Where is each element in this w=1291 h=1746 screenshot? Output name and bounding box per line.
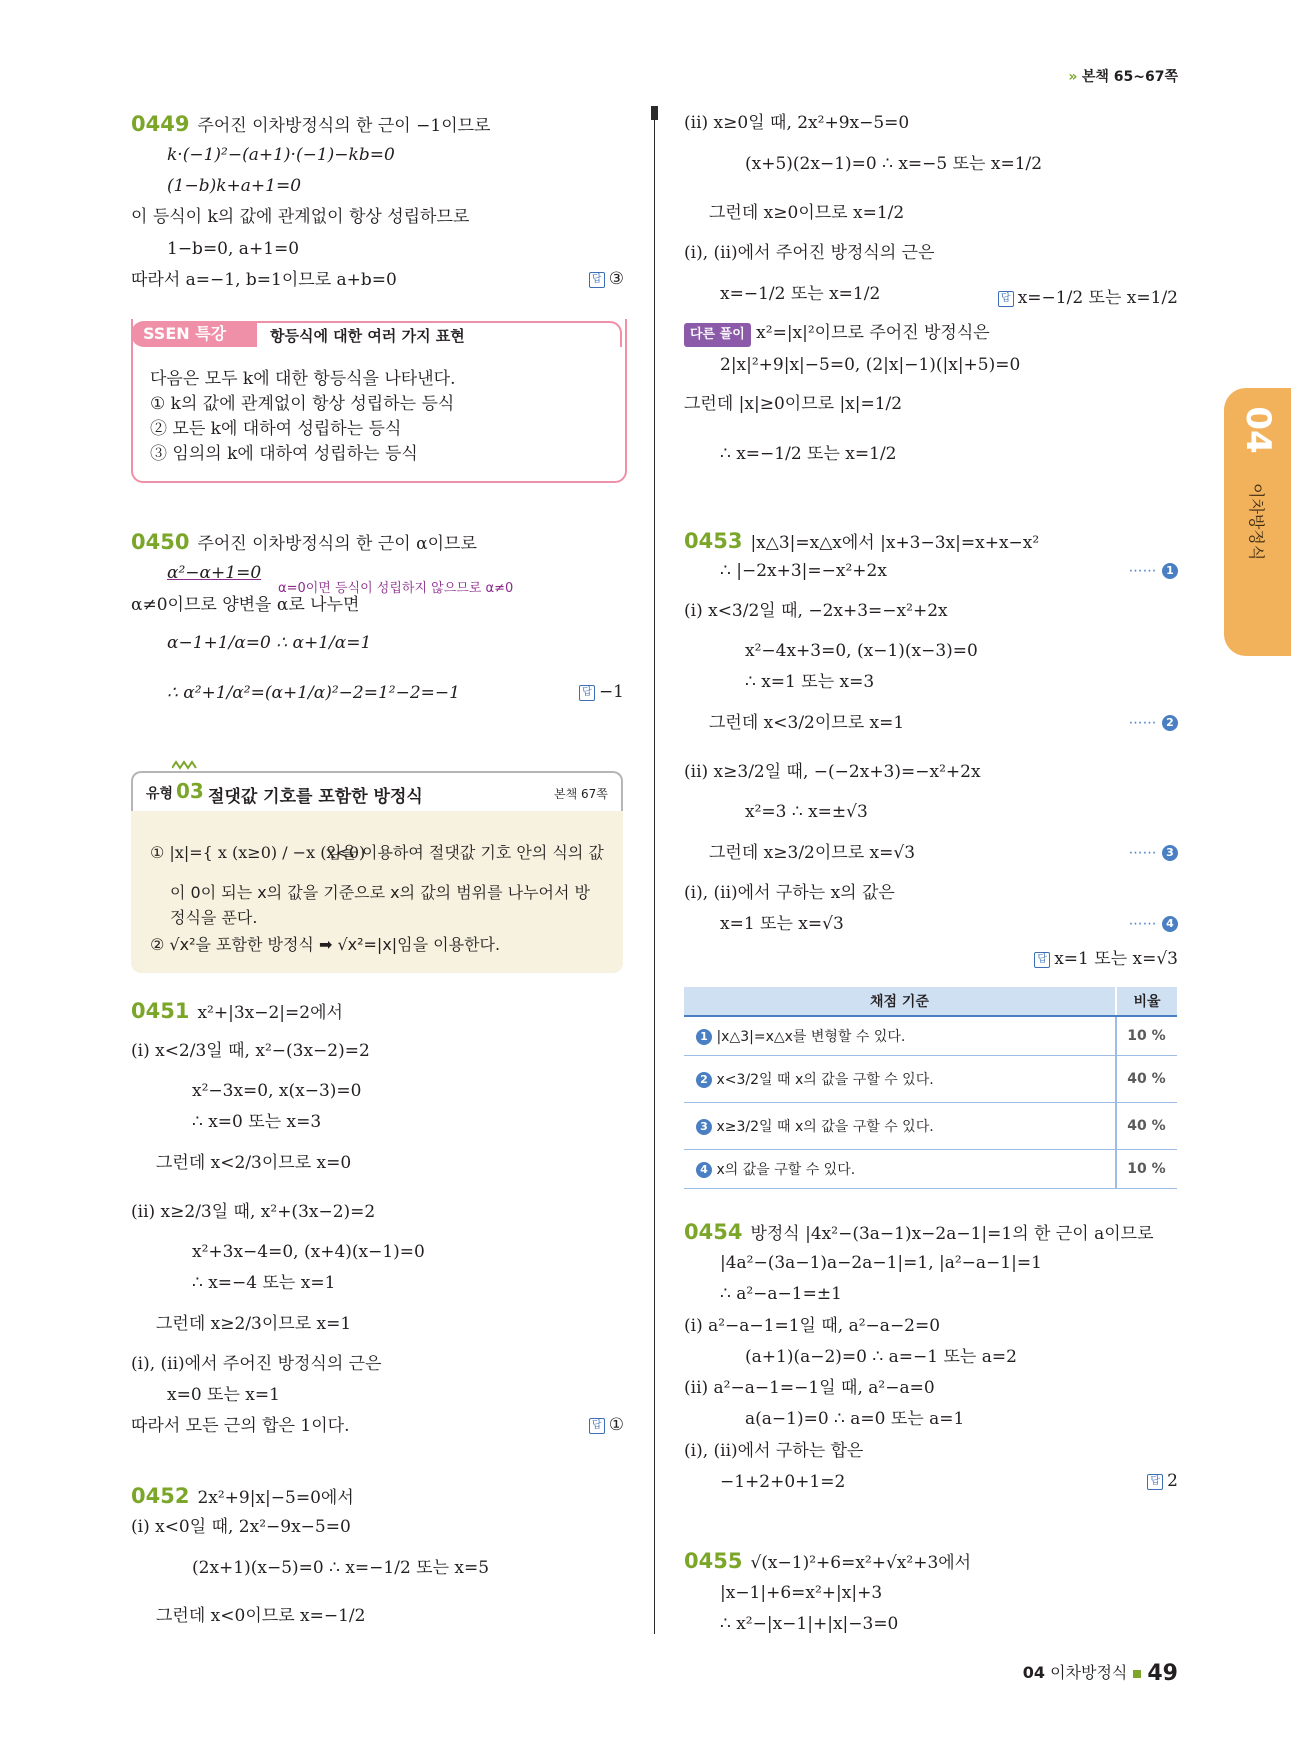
p0451-line10: x=0 또는 x=1: [167, 1385, 280, 1405]
p0453-mark-4: ⋯⋯ 4: [1129, 913, 1178, 933]
problem-number: 0451: [131, 999, 190, 1023]
problem-0451-title: 0451 x²+|3x−2|=2에서: [131, 999, 343, 1023]
p0454-line1: |4a²−(3a−1)a−2a−1|=1, |a²−a−1|=1: [720, 1253, 1042, 1273]
problem-number: 0455: [684, 1549, 743, 1573]
answer-icon: 답: [1034, 952, 1050, 968]
table-header-row: [684, 987, 1177, 1016]
p0455-line2: ∴ x²−|x−1|+|x|−3=0: [720, 1614, 899, 1634]
p0453-line6: (ii) x≥3/2일 때, −(−2x+3)=−x²+2x: [684, 762, 981, 782]
p0453-line8: 그런데 x≥3/2이므로 x=√3: [709, 843, 916, 863]
footer-square-icon: [1133, 1670, 1141, 1678]
column-divider: [654, 106, 655, 1634]
zigzag-decoration-icon: [172, 760, 198, 770]
p0454-line5: (ii) a²−a−1=−1일 때, a²−a=0: [684, 1378, 935, 1398]
p0451-line9: (i), (ii)에서 주어진 방정식의 근은: [131, 1354, 382, 1374]
table-row: 4 x의 값을 구할 수 있다. 10 %: [684, 1150, 1177, 1189]
p0453-line10: x=1 또는 x=√3: [720, 914, 844, 934]
chapter-tab-number: 04: [1238, 406, 1278, 454]
p0455-line1: |x−1|+6=x²+|x|+3: [720, 1583, 883, 1603]
table-row: 3 x≥3/2일 때 x의 값을 구할 수 있다. 40 %: [684, 1103, 1177, 1150]
table-header-criteria: 채점 기준: [684, 987, 1116, 1016]
p0452-alt-line2: 2|x|²+9|x|−5=0, (2|x|−1)(|x|+5)=0: [720, 355, 1021, 375]
type03-number: 03: [176, 779, 204, 803]
problem-number: 0450: [131, 530, 190, 554]
p0453-mark-1: ⋯⋯ 1: [1129, 560, 1178, 580]
table-header-ratio: 비율: [1116, 987, 1177, 1016]
p0454-line4: (a+1)(a−2)=0 ∴ a=−1 또는 a=2: [745, 1347, 1017, 1367]
p0454-line6: a(a−1)=0 ∴ a=0 또는 a=1: [745, 1409, 965, 1429]
ssen-line3: ② 모든 k에 대하여 성립하는 등식: [150, 419, 402, 439]
p0453-line1: ∴ |−2x+3|=−x²+2x: [720, 561, 887, 581]
problem-0455-title: 0455 √(x−1)²+6=x²+√x²+3에서: [684, 1549, 972, 1573]
p0454-line8: −1+2+0+1=2: [720, 1472, 846, 1492]
p0451-line3: ∴ x=0 또는 x=3: [192, 1112, 322, 1132]
scoring-table: [684, 987, 1177, 1189]
p0452-line3: 그런데 x<0이므로 x=−1/2: [156, 1606, 366, 1626]
problem-number: 0452: [131, 1484, 190, 1508]
problem-0453-title: 0453 |x△3|=x△x에서 |x+3−3x|=x+x−x²: [684, 529, 1040, 553]
p0453-line9: (i), (ii)에서 구하는 x의 값은: [684, 883, 895, 903]
problem-0452-title: 0452 2x²+9|x|−5=0에서: [131, 1484, 354, 1508]
alt-solution-tag: 다른 풀이: [684, 323, 751, 347]
type03-tag: 유형: [146, 786, 174, 802]
type03-line1-formula: ① |x|={ x (x≥0) / −x (x<0): [150, 843, 366, 862]
p0451-line8: 그런데 x≥2/3이므로 x=1: [156, 1314, 352, 1334]
p0453-mark-2: ⋯⋯ 2: [1129, 712, 1178, 732]
p0450-line3: α−1+1/α=0 ∴ α+1/α=1: [167, 633, 372, 653]
page-reference-text: 본책 65~67쪽: [1081, 69, 1178, 85]
p0452-right4: (i), (ii)에서 주어진 방정식의 근은: [684, 243, 935, 263]
type03-title: 절댓값 기호를 포함한 방정식: [208, 787, 423, 807]
p0449-line4: 1−b=0, a+1=0: [167, 239, 300, 259]
problem-0454-title: 0454 방정식 |4x²−(3a−1)x−2a−1|=1의 한 근이 a이므로: [684, 1220, 1154, 1244]
ssen-line4: ③ 임의의 k에 대하여 성립하는 등식: [150, 444, 418, 464]
p0454-line2: ∴ a²−a−1=±1: [720, 1284, 842, 1304]
p0450-line4: ∴ α²+1/α²=(α+1/α)²−2=1²−2=−1: [167, 683, 460, 703]
p0450-answer: 답 −1: [579, 682, 624, 702]
table-row: 1 |x△3|=x△x를 변형할 수 있다. 10 %: [684, 1016, 1177, 1056]
page-footer: 04 이차방정식 49: [1022, 1661, 1178, 1686]
p0452-alt-line3: 그런데 |x|≥0이므로 |x|=1/2: [684, 394, 903, 414]
answer-icon: 답: [589, 1418, 605, 1434]
ssen-line1: 다음은 모두 k에 대한 항등식을 나타낸다.: [150, 369, 456, 389]
p0451-line1: (i) x<2/3일 때, x²−(3x−2)=2: [131, 1041, 370, 1061]
p0452-alt-line4: ∴ x=−1/2 또는 x=1/2: [720, 444, 897, 464]
problem-number: 0449: [131, 112, 190, 136]
p0449-line2: (1−b)k+a+1=0: [167, 176, 302, 196]
problem-number: 0453: [684, 529, 743, 553]
p0453-answer: 답 x=1 또는 x=√3: [1034, 944, 1178, 969]
type03-ref: 본책 67쪽: [554, 787, 608, 801]
p0453-line7: x²=3 ∴ x=±√3: [745, 802, 868, 822]
p0451-line7: ∴ x=−4 또는 x=1: [192, 1273, 336, 1293]
p0454-answer: 답 2: [1147, 1471, 1178, 1491]
p0449-line1: k·(−1)²−(a+1)·(−1)−kb=0: [167, 145, 395, 165]
p0452-alt-line1: 다른 풀이 x²=|x|²이므로 주어진 방정식은: [684, 322, 990, 347]
p0451-line11: 따라서 모든 근의 합은 1이다.: [131, 1416, 350, 1436]
answer-icon: 답: [579, 685, 595, 701]
p0452-right3: 그런데 x≥0이므로 x=1/2: [709, 203, 905, 223]
ssen-tag: SSEN 특강: [131, 321, 257, 347]
page-number: 49: [1147, 1661, 1178, 1686]
p0453-line5: 그런데 x<3/2이므로 x=1: [709, 713, 905, 733]
p0449-answer: 답 ③: [589, 269, 624, 289]
type03-line2: 이 0이 되는 x의 값을 기준으로 x의 값의 범위를 나누어서 방: [170, 883, 591, 902]
double-chevron-icon: »: [1068, 69, 1078, 85]
answer-icon: 답: [1147, 1474, 1163, 1490]
type03-line1-text: 임을 이용하여 절댓값 기호 안의 식의 값: [326, 843, 604, 862]
p0452-line1: (i) x<0일 때, 2x²−9x−5=0: [131, 1517, 351, 1537]
p0451-answer: 답 ①: [589, 1415, 624, 1435]
p0449-line5: 따라서 a=−1, b=1이므로 a+b=0: [131, 270, 397, 290]
p0454-line7: (i), (ii)에서 구하는 합은: [684, 1441, 864, 1461]
p0454-line3: (i) a²−a−1=1일 때, a²−a−2=0: [684, 1316, 941, 1336]
chapter-tab-label: 이차방정식: [1247, 483, 1266, 561]
p0453-line2: (i) x<3/2일 때, −2x+3=−x²+2x: [684, 601, 948, 621]
ssen-title: 항등식에 대한 여러 가지 표현: [270, 327, 465, 345]
p0451-line6: x²+3x−4=0, (x+4)(x−1)=0: [192, 1242, 425, 1262]
footer-chapter: 이차방정식: [1050, 1663, 1128, 1682]
problem-number: 0454: [684, 1220, 743, 1244]
answer-icon: 답: [589, 272, 605, 288]
problem-0449-title: 0449 주어진 이차방정식의 한 근이 −1이므로: [131, 112, 491, 136]
p0449-line3: 이 등식이 k의 값에 관계없이 항상 성립하므로: [131, 207, 470, 227]
p0450-line2: α≠0이므로 양변을 α로 나누면: [131, 595, 360, 615]
p0451-line2: x²−3x=0, x(x−3)=0: [192, 1081, 362, 1101]
type03-line4: ② √x²을 포함한 방정식 ➡ √x²=|x|임을 이용한다.: [150, 935, 501, 954]
p0450-line1: α²−α+1=0: [167, 563, 262, 583]
answer-icon: 답: [998, 291, 1014, 307]
p0452-right5: x=−1/2 또는 x=1/2: [720, 284, 881, 304]
p0451-line5: (ii) x≥2/3일 때, x²+(3x−2)=2: [131, 1202, 376, 1222]
problem-0450-title: 0450 주어진 이차방정식의 한 근이 α이므로: [131, 530, 477, 554]
page-reference: [1068, 66, 1178, 86]
p0453-line4: ∴ x=1 또는 x=3: [745, 672, 875, 692]
ssen-line2: ① k의 값에 관계없이 항상 성립하는 등식: [150, 394, 455, 414]
type03-line3: 정식을 푼다.: [170, 908, 258, 927]
p0452-answer: 답 x=−1/2 또는 x=1/2: [998, 283, 1178, 308]
p0452-right2: (x+5)(2x−1)=0 ∴ x=−5 또는 x=1/2: [745, 154, 1043, 174]
p0452-line2: (2x+1)(x−5)=0 ∴ x=−1/2 또는 x=5: [192, 1558, 490, 1578]
p0453-line3: x²−4x+3=0, (x−1)(x−3)=0: [745, 641, 978, 661]
p0453-mark-3: ⋯⋯ 3: [1129, 842, 1178, 862]
p0452-right1: (ii) x≥0일 때, 2x²+9x−5=0: [684, 113, 910, 133]
table-row: 2 x<3/2일 때 x의 값을 구할 수 있다. 40 %: [684, 1056, 1177, 1103]
p0451-line4: 그런데 x<2/3이므로 x=0: [156, 1153, 352, 1173]
p0450-note: α=0이면 등식이 성립하지 않으므로 α≠0: [278, 581, 514, 596]
